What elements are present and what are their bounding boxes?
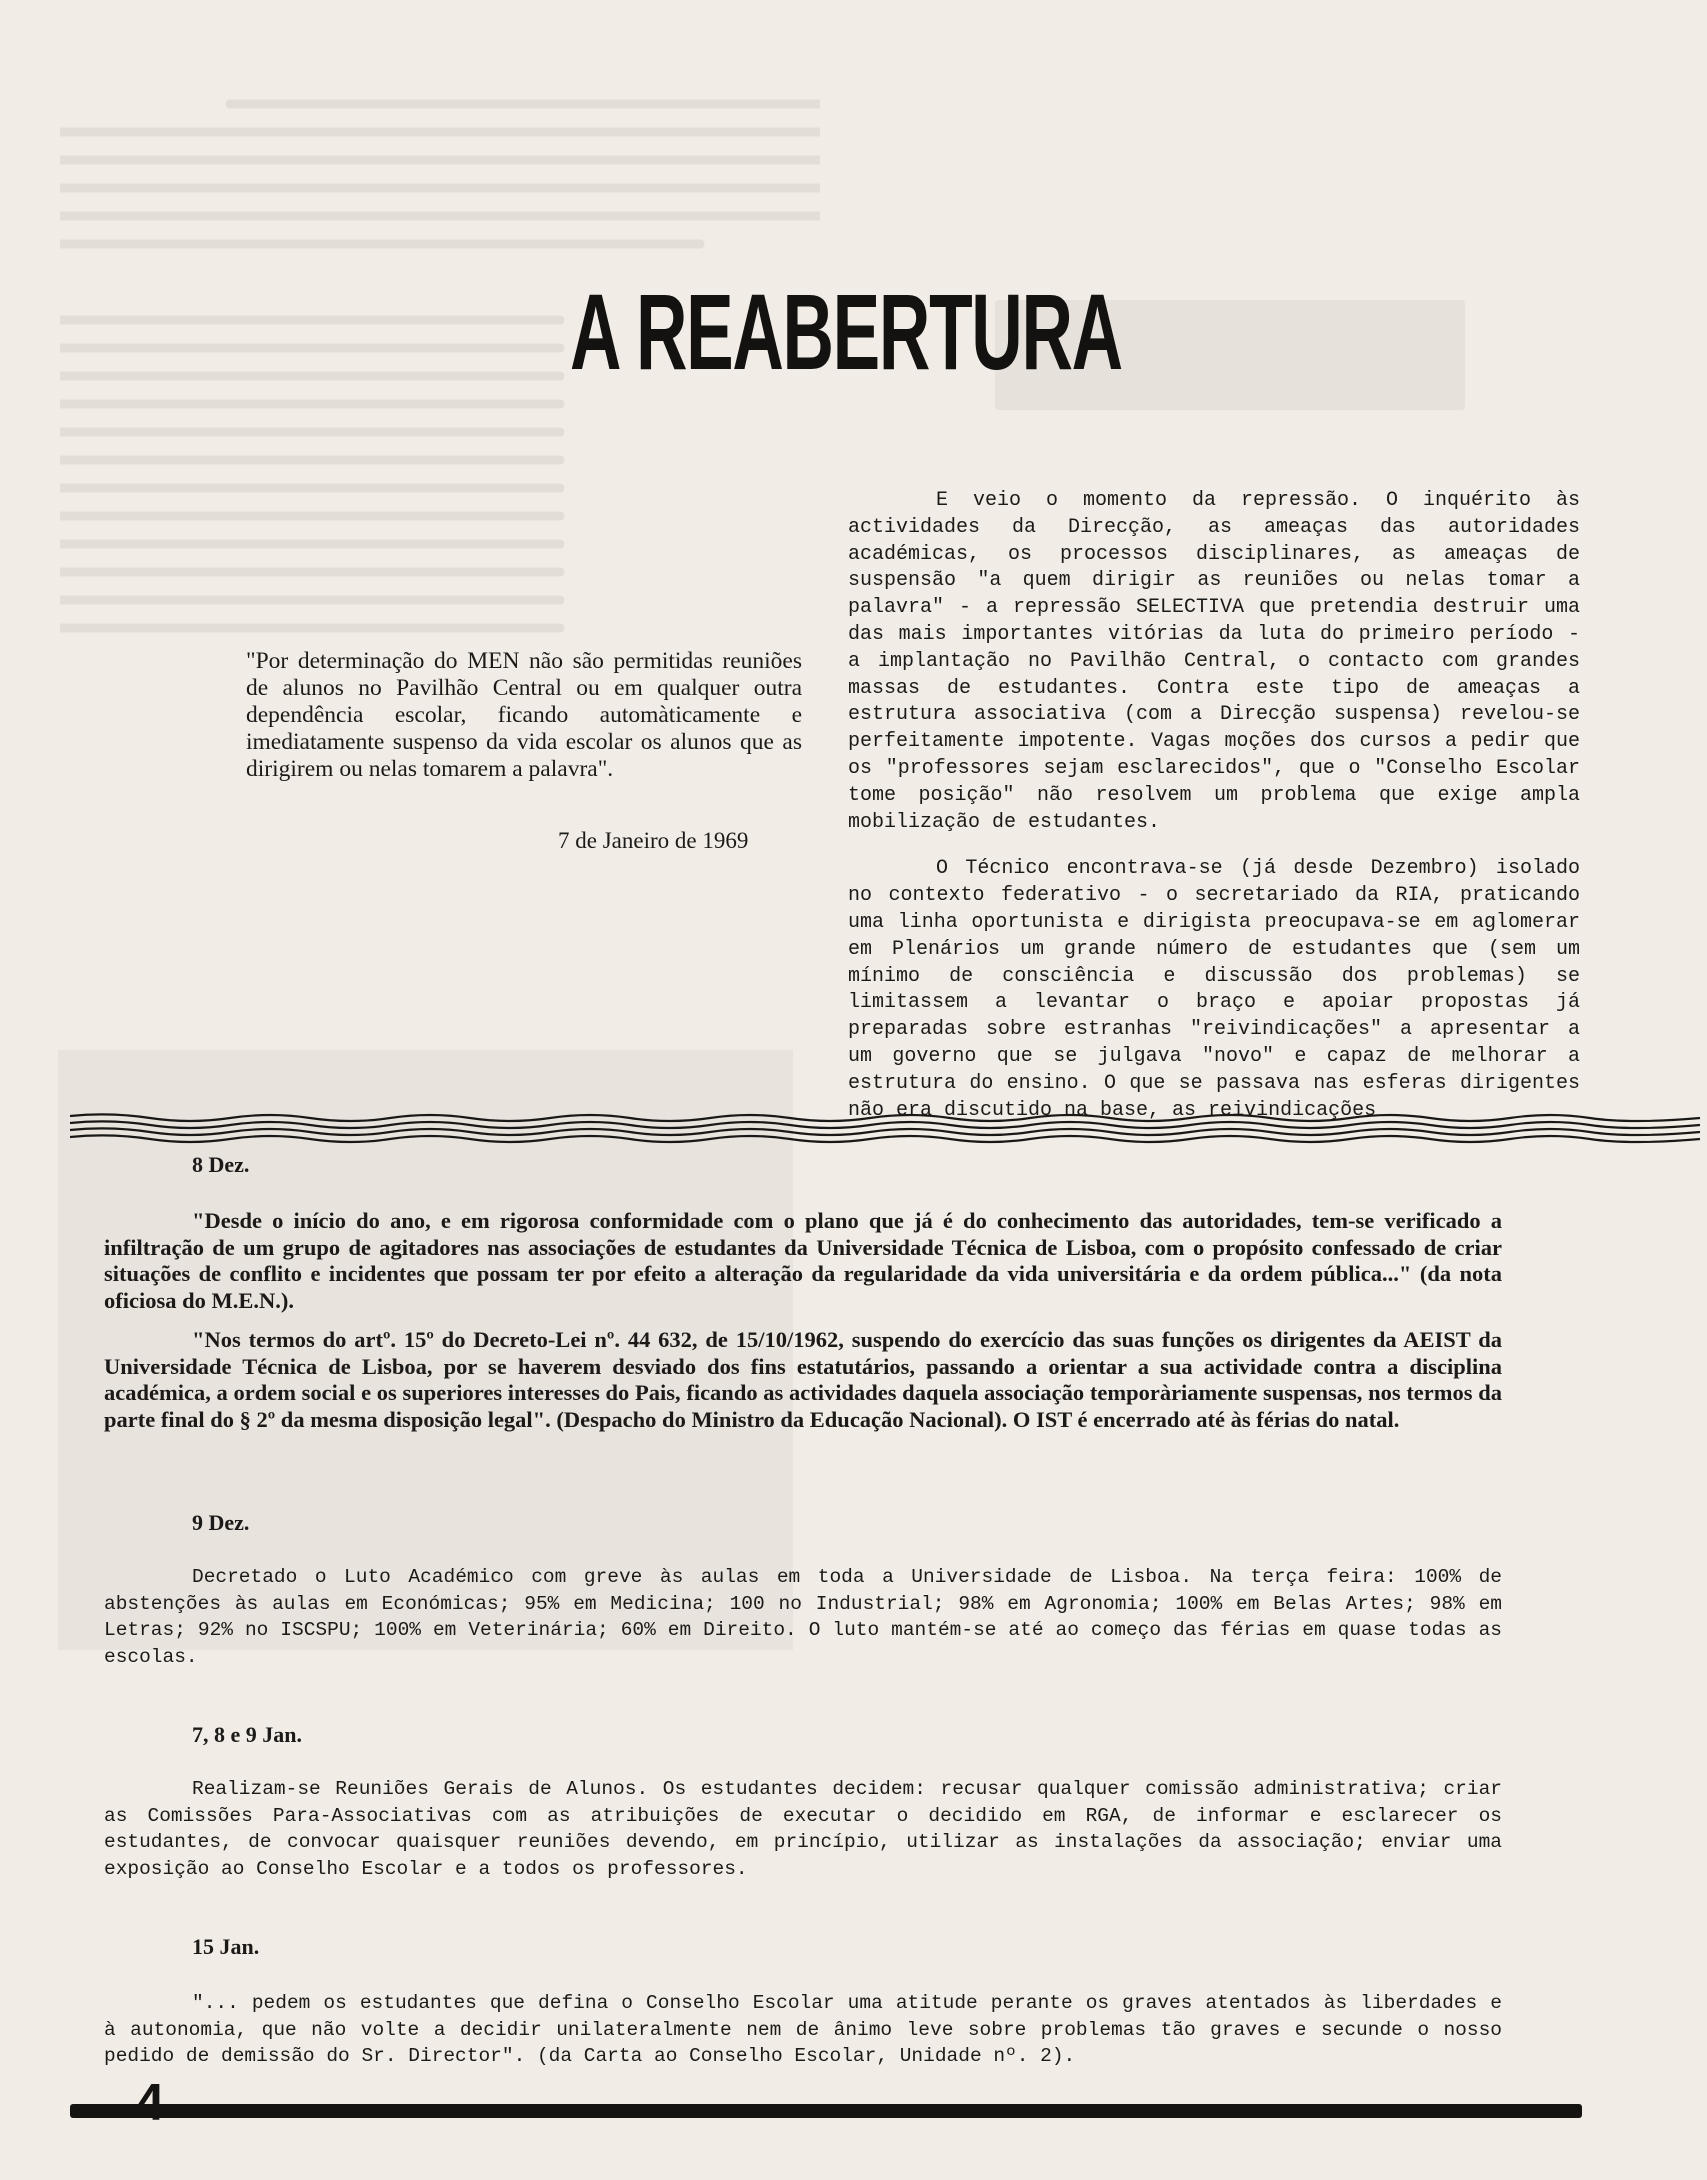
wavy-divider [70,1110,1700,1144]
timeline-date: 8 Dez. [192,1152,250,1177]
timeline-paragraph: Decretado o Luto Académico com greve às aulas em toda a Universidade de Lisboa. Na terça feira: 100% de abstenções às aulas em Económicas; 95% em Medicina; 100 no Industrial; 98% em Agronomia; 100% em Belas Artes; 98% em Letras; 92% no ISCSPU; 100% em Veterinária; 60% em Direito. O luto mantém-se até ao começo das férias em quase todas as escolas. [104,1566,1502,1668]
timeline-paragraph: Realizam-se Reuniões Gerais de Alunos. Os estudantes decidem: recusar qualquer comissão administrativa; criar as Comissões Para-Associativas com as atribuições de executar o decidido em RGA, de informar e esclarecer os estudantes, de convocar quaisquer reuniões devendo, em princípio, utilizar as instalações da associação; enviar uma exposição ao Conselho Escolar e a todos os professores. [104,1778,1502,1880]
timeline-paragraph: "Nos termos do artº. 15º do Decreto-Lei nº. 44 632, de 15/10/1962, suspendo do exercício das suas funções os dirigentes da AEIST da Universidade Técnica de Lisboa, por se haverem desviado dos fins estatutários, passando a orientar a sua actividade contra a disciplina académica, a ordem social e os superiores interesses do Pais, ficando as actividades daquela associação temporàriamente suspensas, nos termos da parte final do § 2º da mesma disposição legal". (Despacho do Ministro da Educação Nacional). O IST é encerrado até às férias do natal. [104,1327,1502,1432]
article-paragraph: O Técnico encontrava-se (já desde Dezembro) isolado no contexto federativo - o secretariado da RIA, praticando uma linha oportunista e dirigista preocupava-se em aglomerar em Plenários um grande número de estudantes que (sem um mínimo de consciência e discussão dos problemas) se limitassem a levantar o braço e apoiar propostas já preparadas sobre estranhas "reivindicações" a apresentar a um governo que se julgava "novo" e capaz de melhorar a estrutura do ensino. O que se passava nas esferas dirigentes não era discutido na base, as reivindicações [848,857,1580,1122]
page-number: 4 [135,2074,165,2132]
article-column [848,488,1580,1124]
timeline-paragraph: "... pedem os estudantes que defina o Conselho Escolar uma atitude perante os graves atentados às liberdades e à autonomia, que não volte a decidir unilateralmente nem de ânimo leve sobre problemas tão graves e secunde o nosso pedido de demissão do Sr. Director". (da Carta ao Conselho Escolar, Unidade nº. 2). [104,1992,1502,2067]
quote-date: 7 de Janeiro de 1969 [558,828,749,853]
timeline-date: 15 Jan. [192,1934,260,1959]
article-paragraph: E veio o momento da repressão. O inquérito às actividades da Direcção, as ameaças das autoridades académicas, os processos disciplinares, as ameaças de suspensão "a quem dirigir as reuniões ou nelas tomar a palavra" - a repressão SELECTIVA que pretendia destruir uma das mais importantes vitórias da luta do primeiro período - a implantação no Pavilhão Central, o contacto com grandes massas de estudantes. Contra este tipo de ameaças a estrutura associativa (com a Direcção suspensa) revelou-se perfeitamente impotente. Vagas moções dos cursos a pedir que os "professores sejam esclarecidos", que o "Conselho Escolar tome posição" não resolvem um problema que exige ampla mobilização de estudantes. [848,489,1580,834]
timeline-date: 9 Dez. [192,1510,250,1535]
page-title: A REABERTURA [570,271,1122,392]
ministry-quote: "Por determinação do MEN não são permitidas reuniões de alunos no Pavilhão Central ou em qualquer outra dependência escolar, ficando automàticamente e imediatamente suspenso da vida escolar os alunos que as dirigirem ou nelas tomarem a palavra". [246,648,802,782]
timeline-paragraph: "Desde o início do ano, e em rigorosa conformidade com o plano que já é do conhecimento das autoridades, tem-se verificado a infiltração de um grupo de agitadores nas associações de estudantes da Universidade Técnica de Lisboa, com o propósito confessado de criar situações de conflito e incidentes que possam ter por efeito a alteração da regularidade da vida universitária e da ordem pública..." (da nota oficiosa do M.E.N.). [104,1208,1502,1313]
footer-rule [70,2104,1582,2118]
timeline-date: 7, 8 e 9 Jan. [192,1722,302,1747]
